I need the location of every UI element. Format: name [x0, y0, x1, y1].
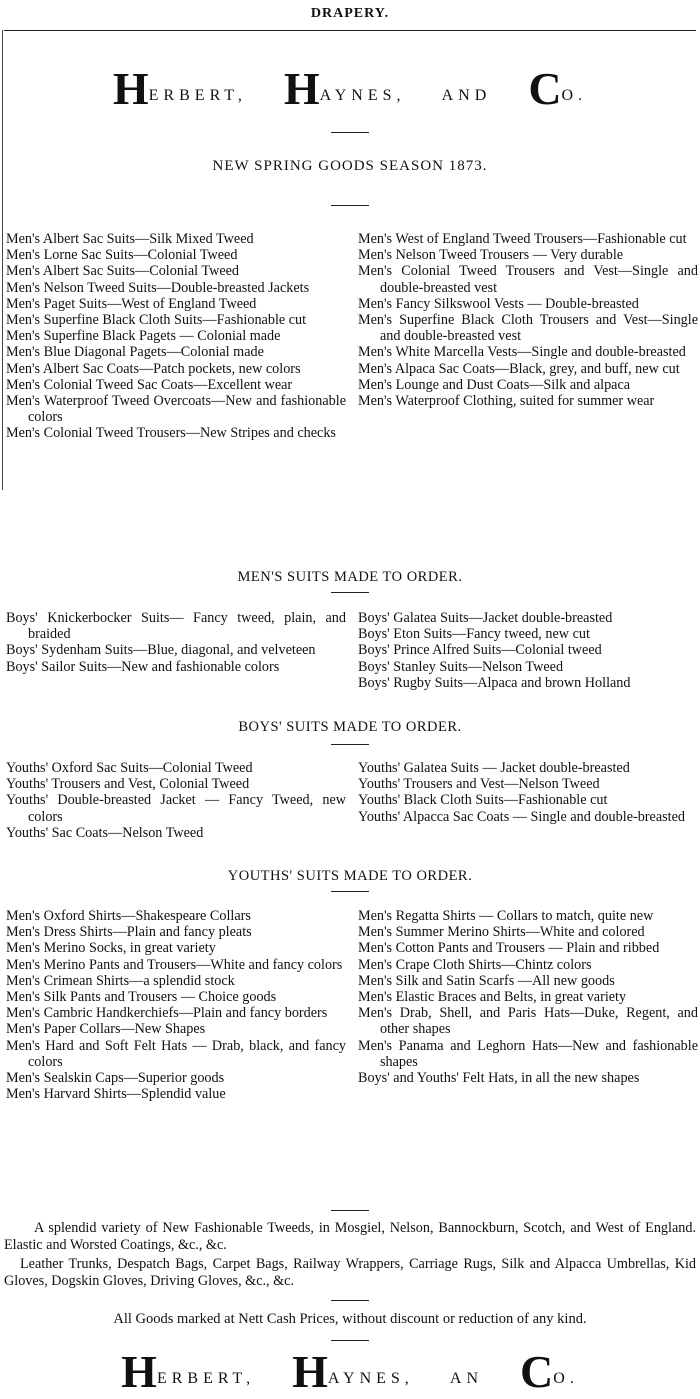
list-item: Men's Dress Shirts—Plain and fancy pleats	[6, 924, 252, 941]
list-item: Men's Crape Cloth Shirts—Chintz colors	[358, 956, 592, 973]
youths-suits-list	[6, 760, 698, 841]
list-item: Men's Merino Socks, in great variety	[6, 940, 216, 957]
list-item: Boys' and Youths' Felt Hats, in all the new shapes	[358, 1070, 640, 1087]
list-item: Men's Cotton Pants and Trousers — Plain and ribbed	[358, 940, 660, 957]
divider	[331, 744, 369, 745]
list-item: Youths' Trousers and Vest—Nelson Tweed	[358, 776, 600, 793]
list-item: Boys' Rugby Suits—Alpaca and brown Holland	[358, 674, 631, 691]
firm-initial: H	[112, 63, 149, 114]
list-item: Youths' Sac Coats—Nelson Tweed	[6, 824, 204, 841]
season-title: NEW SPRING GOODS SEASON 1873.	[212, 158, 488, 174]
left-column	[6, 610, 346, 691]
top-rule	[4, 30, 696, 31]
trunks-paragraph	[4, 1256, 696, 1290]
list-item: Men's Nelson Tweed Trousers — Very durable	[358, 247, 624, 264]
list-item: Boys' Knickerbocker Suits— Fancy tweed, plain, and braided	[6, 610, 346, 643]
list-item: Men's Waterproof Clothing, suited for summer wear	[358, 393, 655, 410]
tweeds-paragraph	[4, 1220, 696, 1254]
list-item: Boys' Prince Alfred Suits—Colonial tweed	[358, 642, 602, 659]
list-item: Men's Alpaca Sac Coats—Black, grey, and buff, new cut	[358, 360, 680, 377]
list-item: Men's Blue Diagonal Pagets—Colonial made	[6, 344, 264, 361]
list-item: Men's Paget Suits—West of England Tweed	[6, 295, 257, 312]
list-item: Men's Crimean Shirts—a splendid stock	[6, 972, 235, 989]
list-item: Men's Hard and Soft Felt Hats — Drab, black, and fancy colors	[6, 1037, 346, 1070]
list-item: Men's Silk and Satin Scarfs —All new goods	[358, 972, 615, 989]
firm-initial: H	[292, 1346, 328, 1397]
left-column	[6, 908, 346, 1102]
list-item: Youths' Double-breasted Jacket — Fancy Tweed, new colors	[6, 792, 346, 825]
firm-word: AYNES,	[327, 1370, 414, 1387]
firm-initial: C	[528, 63, 562, 114]
firm-initial: H	[283, 63, 320, 114]
tweeds-text: A splendid variety of New Fashionable Tweeds, in Mosgiel, Nelson, Bannockburn, Scotch, and West of England. Elastic and Worsted Coatings, &c., &c.	[4, 1220, 696, 1253]
list-item: Boys' Eton Suits—Fancy tweed, new cut	[358, 626, 590, 643]
firm-word: AND	[441, 87, 492, 104]
list-item: Men's Paper Collars—New Shapes	[6, 1021, 206, 1038]
list-item: Men's Albert Sac Suits—Colonial Tweed	[6, 263, 240, 280]
firm-word: O.	[561, 87, 588, 104]
mens-suits-list	[6, 231, 698, 442]
firm-initial: H	[121, 1346, 157, 1397]
list-item: Men's Colonial Tweed Trousers and Vest—Single and double-breasted vest	[358, 263, 698, 296]
list-item: Men's Colonial Tweed Sac Coats—Excellent wear	[6, 376, 293, 393]
list-item: Men's White Marcella Vests—Single and double-breasted	[358, 344, 686, 361]
list-item: Men's Panama and Leghorn Hats—New and fashionable shapes	[358, 1037, 698, 1070]
divider	[331, 1300, 369, 1301]
list-item: Youths' Oxford Sac Suits—Colonial Tweed	[6, 760, 253, 776]
divider	[331, 205, 369, 206]
divider	[331, 132, 369, 133]
firm-name-header	[0, 62, 700, 115]
list-item: Youths' Trousers and Vest, Colonial Tweed	[6, 776, 250, 793]
list-item: Youths' Galatea Suits — Jacket double-breasted	[358, 760, 630, 776]
firm-word: O.	[553, 1370, 579, 1387]
right-column	[358, 760, 698, 841]
list-item: Men's Elastic Braces and Belts, in great variety	[358, 989, 627, 1006]
boys-suits-heading: BOYS' SUITS MADE TO ORDER.	[238, 719, 462, 735]
divider	[331, 592, 369, 593]
list-item: Youths' Black Cloth Suits—Fashionable cut	[358, 792, 608, 809]
list-item: Men's Nelson Tweed Suits—Double-breasted Jackets	[6, 279, 310, 296]
list-item: Men's Superfine Black Pagets — Colonial made	[6, 328, 281, 345]
list-item: Boys' Galatea Suits—Jacket double-breasted	[358, 610, 613, 626]
firm-word: AN	[449, 1370, 484, 1387]
divider	[331, 1210, 369, 1211]
list-item: Men's Albert Sac Coats—Patch pockets, new colors	[6, 360, 301, 377]
list-item: Boys' Sydenham Suits—Blue, diagonal, and velveteen	[6, 642, 316, 659]
list-item: Men's West of England Tweed Trousers—Fashionable cut	[358, 231, 687, 247]
list-item: Men's Fancy Silkswool Vests — Double-breasted	[358, 295, 639, 312]
firm-initial: C	[520, 1346, 554, 1397]
mens-suits-heading: MEN'S SUITS MADE TO ORDER.	[237, 569, 463, 585]
list-item: Men's Silk Pants and Trousers — Choice goods	[6, 989, 277, 1006]
right-column	[358, 610, 698, 691]
list-item: Men's Superfine Black Cloth Suits—Fashionable cut	[6, 312, 307, 329]
right-column	[358, 908, 698, 1102]
list-item: Men's Lorne Sac Suits—Colonial Tweed	[6, 247, 238, 264]
firm-name-footer	[0, 1345, 700, 1398]
list-item: Men's Harvard Shirts—Splendid value	[6, 1086, 226, 1103]
firm-word: ERBERT,	[148, 87, 247, 104]
list-item: Men's Albert Sac Suits—Silk Mixed Tweed	[6, 231, 254, 247]
list-item: Youths' Alpacca Sac Coats — Single and double-breasted	[358, 808, 685, 825]
list-item: Men's Drab, Shell, and Paris Hats—Duke, Regent, and other shapes	[358, 1005, 698, 1038]
left-column	[6, 231, 346, 442]
right-column	[358, 231, 698, 442]
list-item: Men's Sealskin Caps—Superior goods	[6, 1070, 225, 1087]
section-header: DRAPERY.	[310, 6, 390, 21]
list-item: Men's Waterproof Tweed Overcoats—New and fashionable colors	[6, 393, 346, 426]
boys-suits-list	[6, 610, 698, 691]
list-item: Men's Oxford Shirts—Shakespeare Collars	[6, 908, 251, 924]
divider	[331, 1340, 369, 1341]
list-item: Men's Summer Merino Shirts—White and colored	[358, 924, 645, 941]
list-item: Men's Colonial Tweed Trousers—New Stripes and checks	[6, 425, 336, 442]
list-item: Men's Cambric Handkerchiefs—Plain and fancy borders	[6, 1005, 328, 1022]
list-item: Men's Regatta Shirts — Collars to match, quite new	[358, 908, 654, 924]
list-item: Boys' Stanley Suits—Nelson Tweed	[358, 658, 564, 675]
list-item: Men's Merino Pants and Trousers—White and fancy colors	[6, 956, 343, 973]
left-column	[6, 760, 346, 841]
list-item: Men's Superfine Black Cloth Trousers and Vest—Single and double-breasted vest	[358, 312, 698, 345]
nett-cash-notice: All Goods marked at Nett Cash Prices, without discount or reduction of any kind.	[113, 1311, 587, 1327]
youths-suits-heading: YOUTHS' SUITS MADE TO ORDER.	[227, 868, 473, 884]
firm-word: AYNES,	[319, 87, 406, 104]
divider	[331, 891, 369, 892]
trunks-text: Leather Trunks, Despatch Bags, Carpet Bags, Railway Wrappers, Carriage Rugs, Silk and Alpacca Umbrellas, Kid Gloves, Dogskin Gloves, Driving Gloves, &c., &c.	[4, 1256, 696, 1289]
list-item: Boys' Sailor Suits—New and fashionable colors	[6, 658, 280, 675]
list-item: Men's Lounge and Dust Coats—Silk and alpaca	[358, 376, 631, 393]
furnishings-list	[6, 908, 698, 1102]
firm-word: ERBERT,	[156, 1370, 256, 1387]
